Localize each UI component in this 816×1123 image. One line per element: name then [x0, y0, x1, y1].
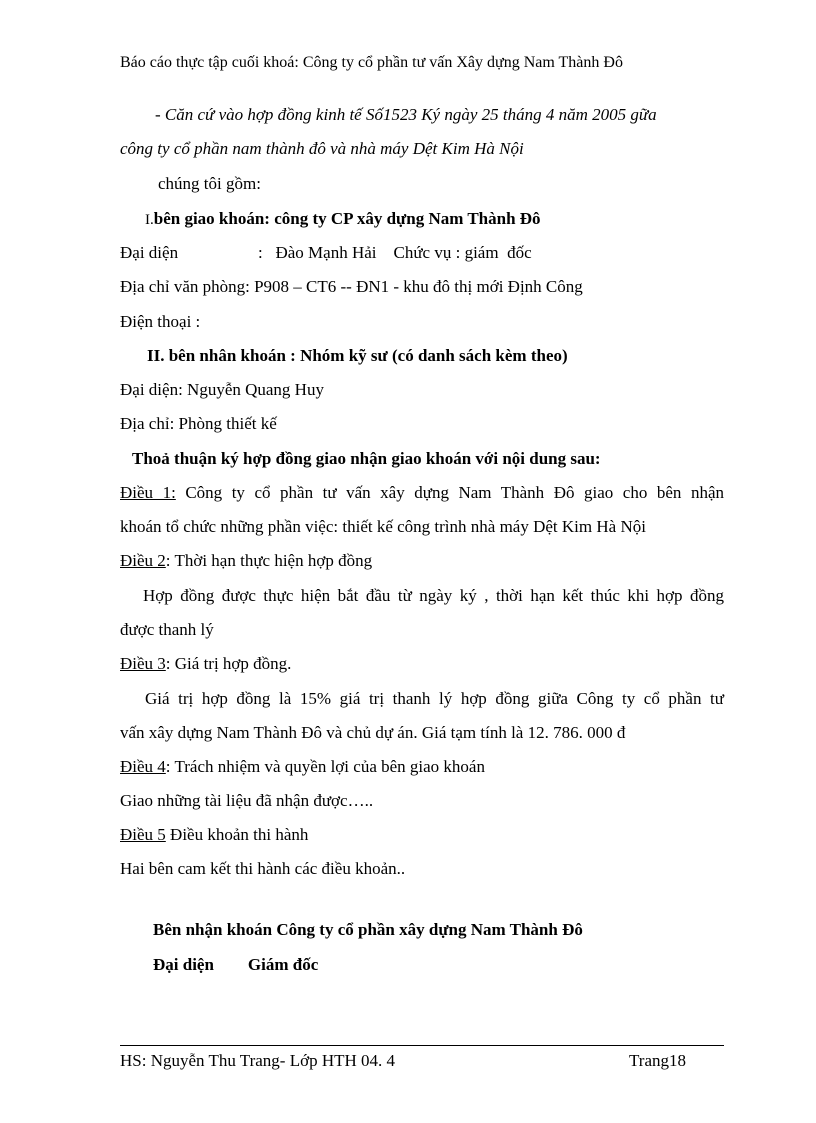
article-1-line-1: [120, 482, 724, 504]
article-5-label: Điều 5: [120, 825, 166, 844]
article-3-body-2: vấn xây dựng Nam Thành Đô và chủ dự án. Giá tạm tính là 12. 786. 000 đ: [120, 723, 626, 742]
article-1-text: Công ty cổ phần tư vấn xây dựng Nam Thành Đô giao cho bên nhận: [175, 483, 724, 502]
party1-phone: Điện thoại :: [120, 312, 201, 331]
article-3-body-1: Giá trị hợp đồng là 15% giá trị thanh lý hợp đồng giữa Công ty cổ phần tư: [145, 689, 724, 708]
party1-rep-value: : Đào Mạnh Hải Chức vụ : giám đốc: [258, 243, 532, 262]
we-are-line: chúng tôi gồm:: [158, 174, 261, 193]
footer-page-number: Trang18: [629, 1051, 686, 1070]
article-5-text: Điều khoản thi hành: [165, 825, 309, 844]
article-2-label: Điều 2: [120, 551, 166, 570]
intro-line-1: - Căn cứ vào hợp đồng kinh tế Số1523 Ký ngày 25 tháng 4 năm 2005 gữa: [155, 105, 657, 124]
article-3-line: [120, 653, 291, 675]
article-4-text: : Trách nhiệm và quyền lợi của bên giao khoán: [165, 757, 485, 776]
article-4-line: [120, 756, 485, 778]
party1-rep-label: Đại diện: [120, 243, 179, 262]
article-2-body-2: được thanh lý: [120, 620, 214, 639]
article-3-label: Điều 3: [120, 654, 166, 673]
party1-address: Địa chỉ văn phòng: P908 – CT6 -- ĐN1 - khu đô thị mới Định Công: [120, 277, 583, 296]
article-4-label: Điều 4: [120, 757, 166, 776]
agreement-heading: Thoả thuận ký hợp đồng giao nhận giao khoán với nội dung sau:: [132, 449, 601, 468]
intro-line-2: công ty cổ phần nam thành đô và nhà máy Dệt Kim Hà Nội: [120, 139, 524, 158]
article-2-body-1: Hợp đồng được thực hiện bắt đầu từ ngày ký , thời hạn kết thúc khi hợp đồng: [143, 586, 724, 605]
article-5-line: [120, 824, 308, 846]
signature-roles: Đại diện Giám đốc: [153, 955, 319, 974]
signature-party: Bên nhận khoán Công ty cổ phần xây dựng Nam Thành Đô: [153, 920, 583, 939]
article-1-line-2: khoán tổ chức những phần việc: thiết kế công trình nhà máy Dệt Kim Hà Nội: [120, 517, 646, 536]
article-3-text: : Giá trị hợp đồng.: [165, 654, 292, 673]
article-2-text: : Thời hạn thực hiện hợp đồng: [165, 551, 373, 570]
party2-title: II. bên nhân khoán : Nhóm kỹ sư (có danh sách kèm theo): [147, 346, 568, 365]
footer-student: HS: Nguyễn Thu Trang- Lớp HTH 04. 4: [120, 1051, 396, 1070]
party2-address: Địa chỉ: Phòng thiết kế: [120, 414, 277, 433]
party1-title: bên giao khoán: công ty CP xây dựng Nam Thành Đô: [153, 209, 541, 228]
article-5-body: Hai bên cam kết thi hành các điều khoản..: [120, 859, 406, 878]
page-header: Báo cáo thực tập cuối khoá: Công ty cổ phần tư vấn Xây dựng Nam Thành Đô: [120, 54, 623, 71]
article-1-label: Điều 1:: [120, 483, 176, 502]
party1-heading: [145, 208, 541, 231]
article-4-body: Giao những tài liệu đã nhận được…..: [120, 791, 374, 810]
footer-divider: [120, 1045, 724, 1046]
party1-number: I.: [145, 212, 154, 228]
article-2-line: [120, 550, 372, 572]
party2-rep: Đại diện: Nguyễn Quang Huy: [120, 380, 324, 399]
